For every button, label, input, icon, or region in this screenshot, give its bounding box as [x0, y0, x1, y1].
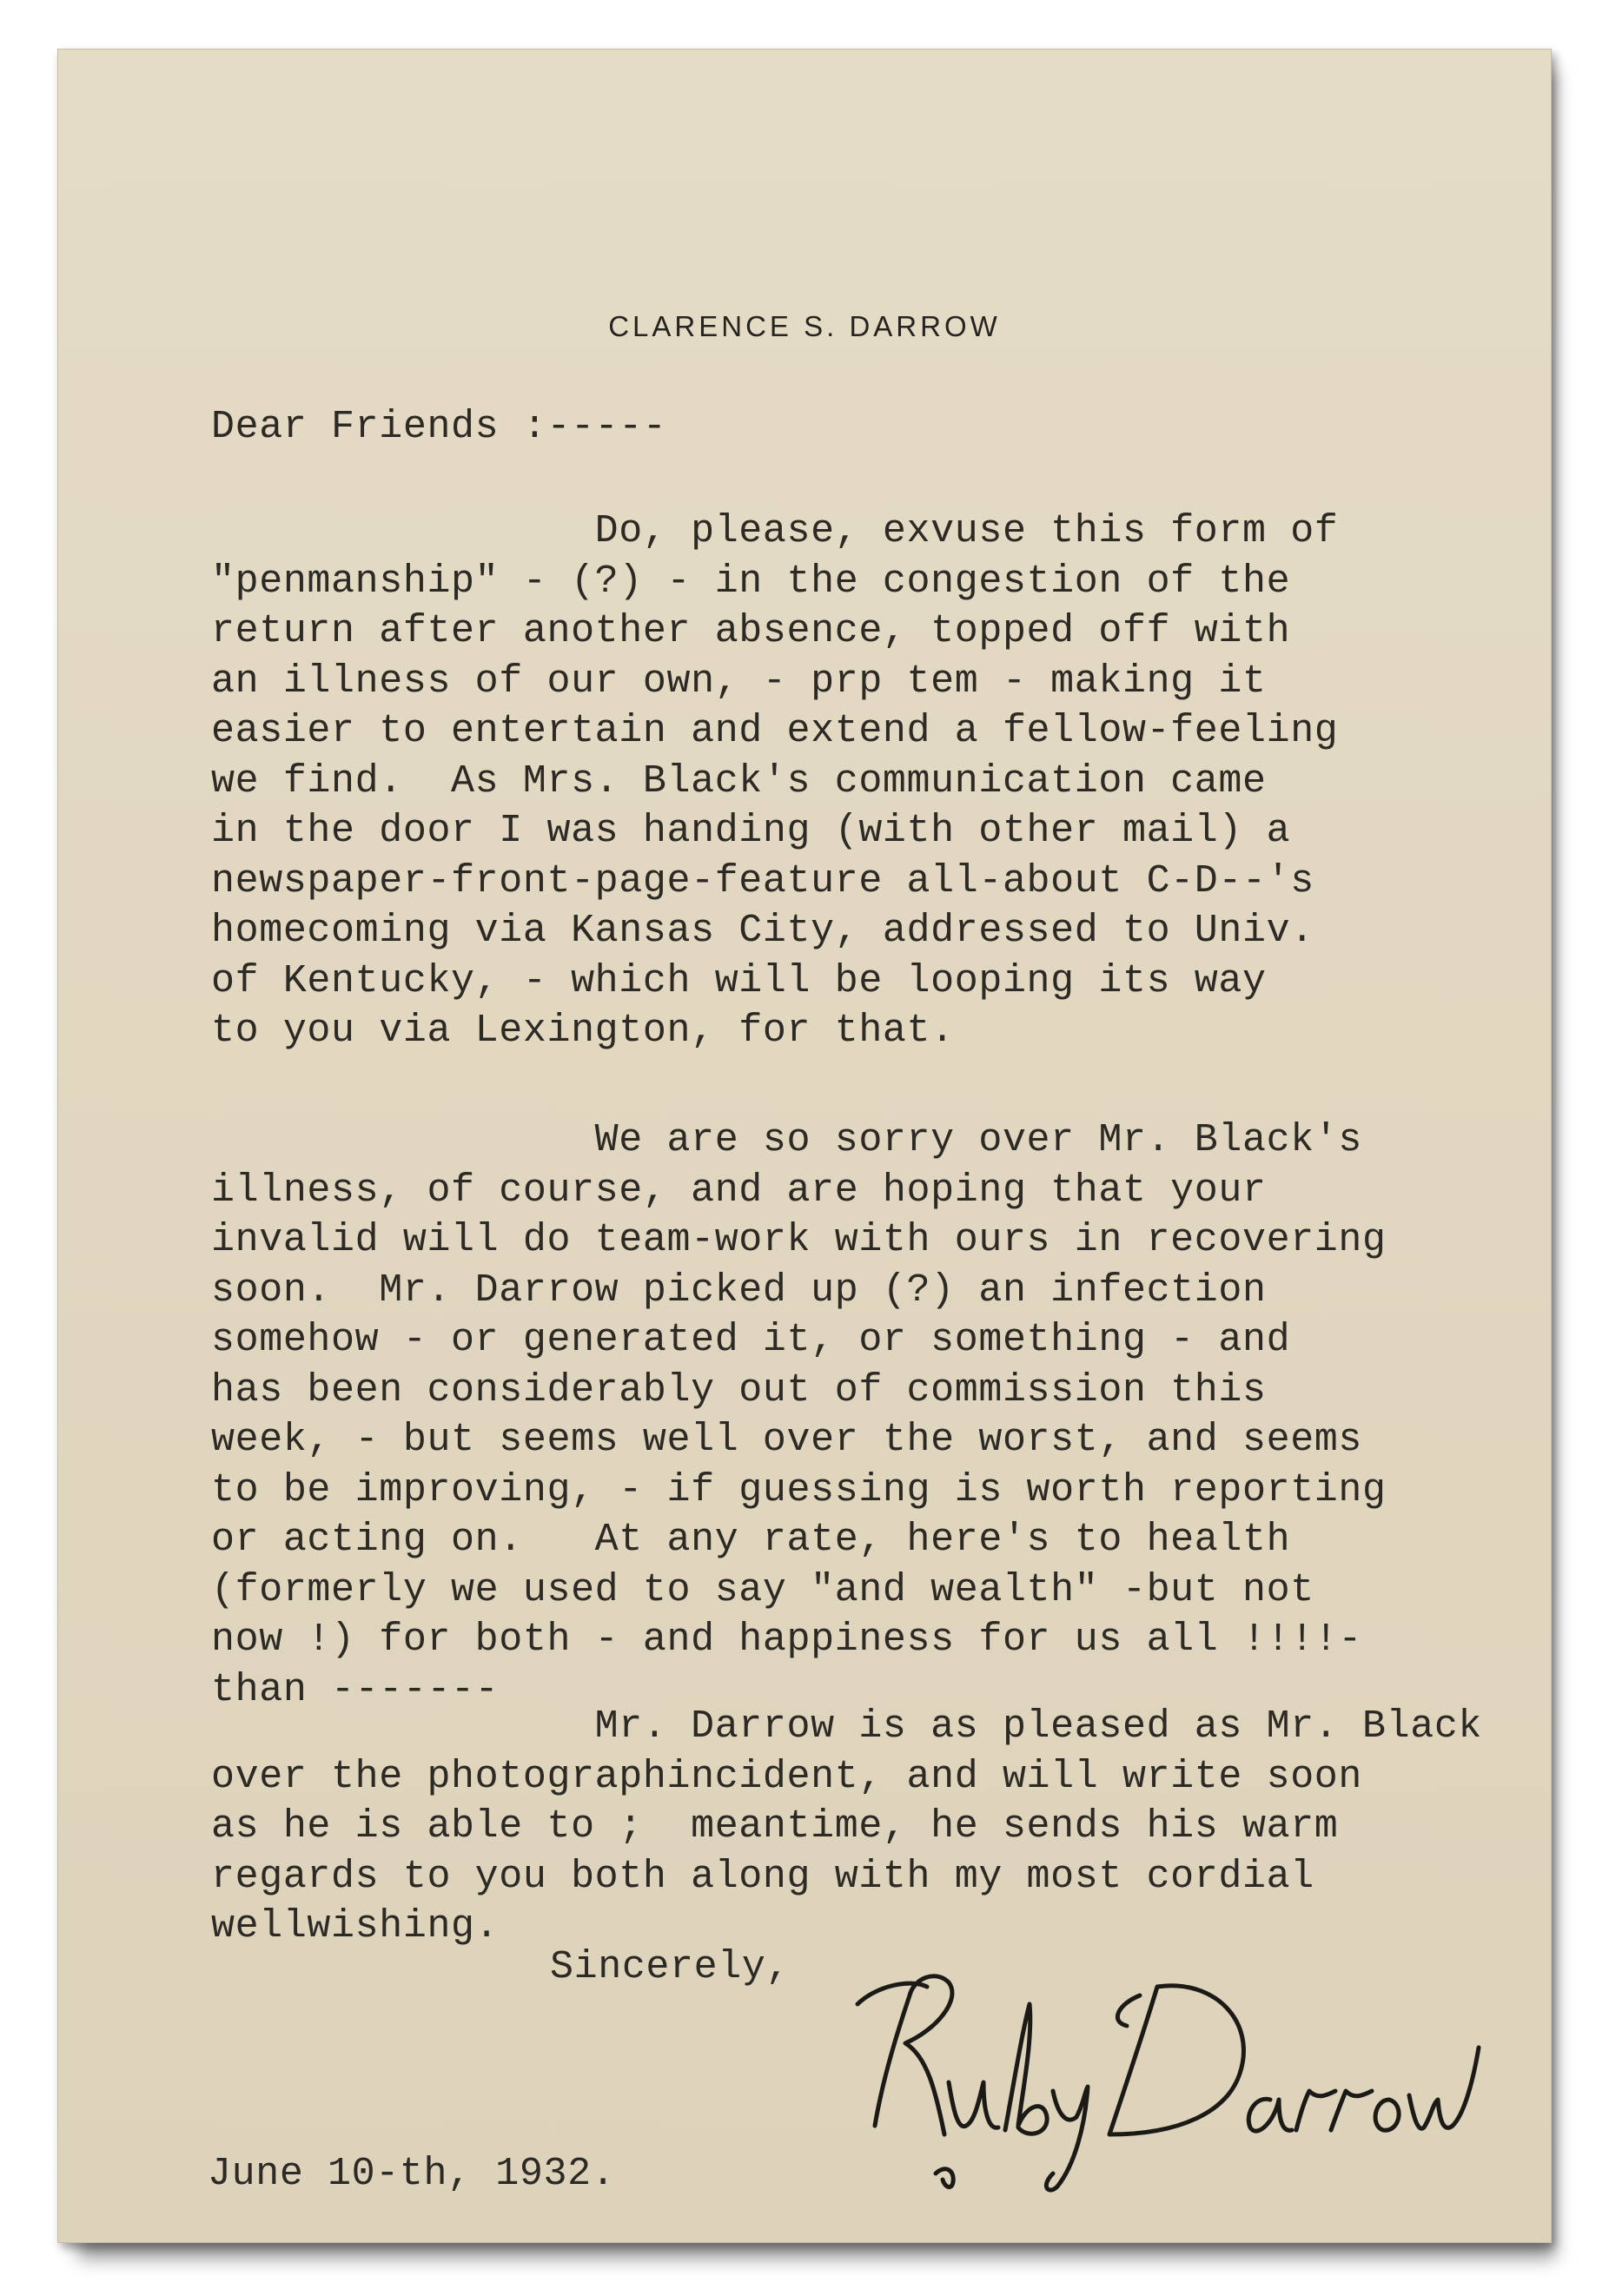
letter-date: June 10-th, 1932.	[208, 2152, 616, 2196]
body-paragraph-1: Do, please, exvuse this form of "penmanship" - (?) - in the congestion of the return after another absence, topped off with an illness of our own, - prp tem - making it easier to entertain and extend a fellow-feeling we find. As Mrs. Black's communication came in the door I was handing (with other mail) a newspaper-front-page-feature all-about C-D--'s homecoming via Kansas City, addressed to Univ. of Kentucky, - which will be looping its way to you via Lexington, for that.	[211, 509, 1339, 1053]
body-paragraph-3: Mr. Darrow is as pleased as Mr. Black over the photographincident, and will write soon as he is able to ; meantime, he sends his warm regards to you both along with my most cordial wellwishing.	[211, 1704, 1483, 1949]
letterhead: CLARENCE S. DARROW	[608, 310, 1001, 342]
letter-page	[57, 49, 1552, 2243]
closing: Sincerely,	[550, 1945, 791, 1989]
handwritten-signature	[805, 1926, 1500, 2195]
salutation: Dear Friends :-----	[211, 405, 667, 449]
body-paragraph-2: We are so sorry over Mr. Black's illness, of course, and are hoping that your invalid will do team-work with ours in recovering soon. Mr. Darrow picked up (?) an infection somehow - or generated it, or something - and has been considerably out of commission this week, - but seems well over the worst, and seems to be improving, - if guessing is worth reporting or acting on. At any rate, here's to health (formerly we used to say "and wealth" -but not now !) for both - and happiness for us all !!!!- than -------	[211, 1118, 1387, 1712]
